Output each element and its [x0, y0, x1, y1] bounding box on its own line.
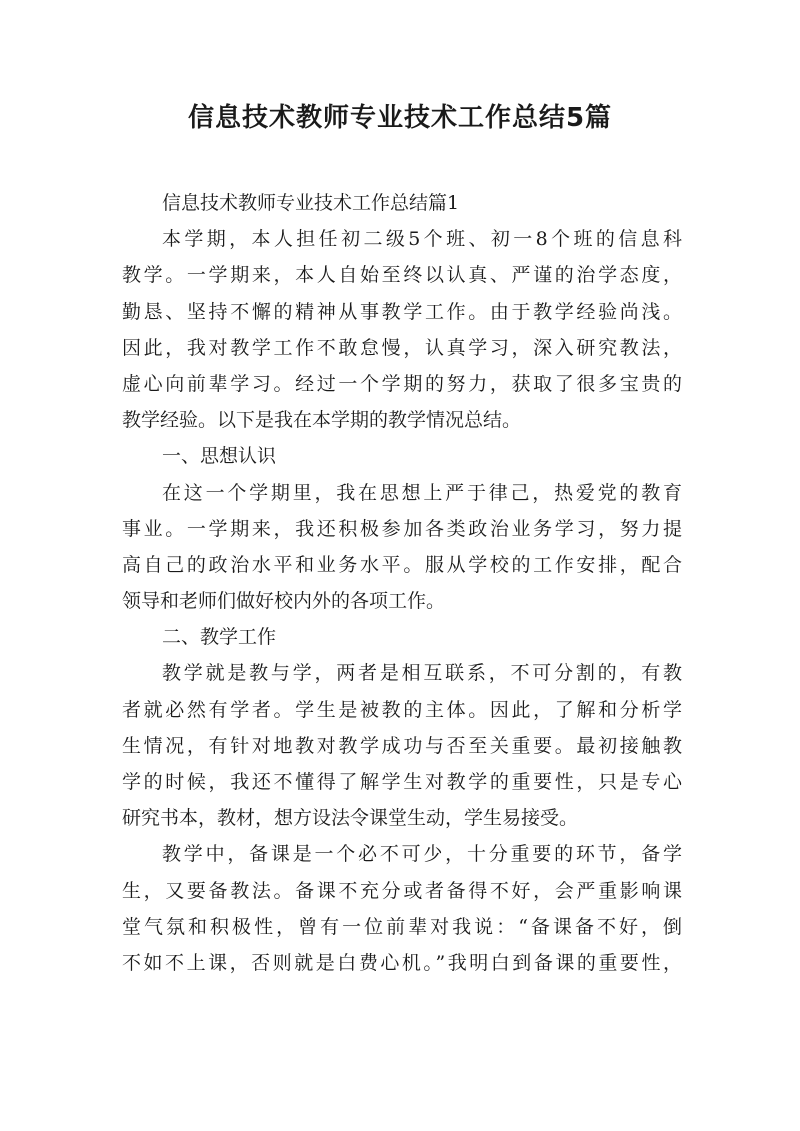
document-body [122, 185, 682, 981]
paragraph-line: 在这一个学期里，我在思想上严于律己，热爱党的教育 [162, 481, 682, 504]
paragraph-line: 事业。一学期来，我还积极参加各类政治业务学习，努力提 [122, 517, 682, 540]
paragraph-line: 高自己的政治水平和业务水平。服从学校的工作安排，配合 [122, 553, 682, 576]
paragraph-line: 因此，我对教学工作不敢怠慢，认真学习，深入研究教法， [122, 336, 682, 359]
section-heading: 二、教学工作 [162, 626, 277, 649]
paragraph-line: 领导和老师们做好校内外的各项工作。 [122, 590, 446, 613]
document-title: 信息技术教师专业技术工作总结5篇 [187, 103, 613, 133]
paragraph-line: 堂气氛和积极性，曾有一位前辈对我说：“备课备不好，倒 [122, 915, 682, 938]
section-subtitle: 信息技术教师专业技术工作总结篇1 [162, 192, 460, 214]
paragraph-line: 不如不上课，否则就是白费心机。”我明白到备课的重要性， [122, 951, 682, 974]
paragraph-line: 教学中，备课是一个必不可少，十分重要的环节，备学 [162, 843, 682, 866]
paragraph-line: 勤恳、坚持不懈的精神从事教学工作。由于教学经验尚浅。 [122, 300, 682, 323]
paragraph-line: 生情况，有针对地教对教学成功与否至关重要。最初接触教 [122, 734, 682, 757]
paragraph-line: 虚心向前辈学习。经过一个学期的努力，获取了很多宝贵的 [122, 372, 682, 395]
paragraph-line: 研究书本，教材，想方设法令课堂生动，学生易接受。 [122, 807, 579, 830]
paragraph-line: 教学经验。以下是我在本学期的教学情况总结。 [122, 409, 522, 432]
paragraph-line: 者就必然有学者。学生是被教的主体。因此，了解和分析学 [122, 698, 682, 721]
paragraph-line: 教学。一学期来，本人自始至终以认真、严谨的治学态度， [122, 264, 682, 287]
paragraph-line: 生，又要备教法。备课不充分或者备得不好，会严重影响课 [122, 879, 682, 902]
paragraph-line: 本学期，本人担任初二级5个班、初一8个班的信息科 [162, 228, 682, 251]
paragraph-line: 教学就是教与学，两者是相互联系，不可分割的，有教 [162, 662, 682, 685]
paragraph-line: 学的时候，我还不懂得了解学生对教学的重要性，只是专心 [122, 771, 682, 793]
section-heading: 一、思想认识 [162, 445, 277, 468]
